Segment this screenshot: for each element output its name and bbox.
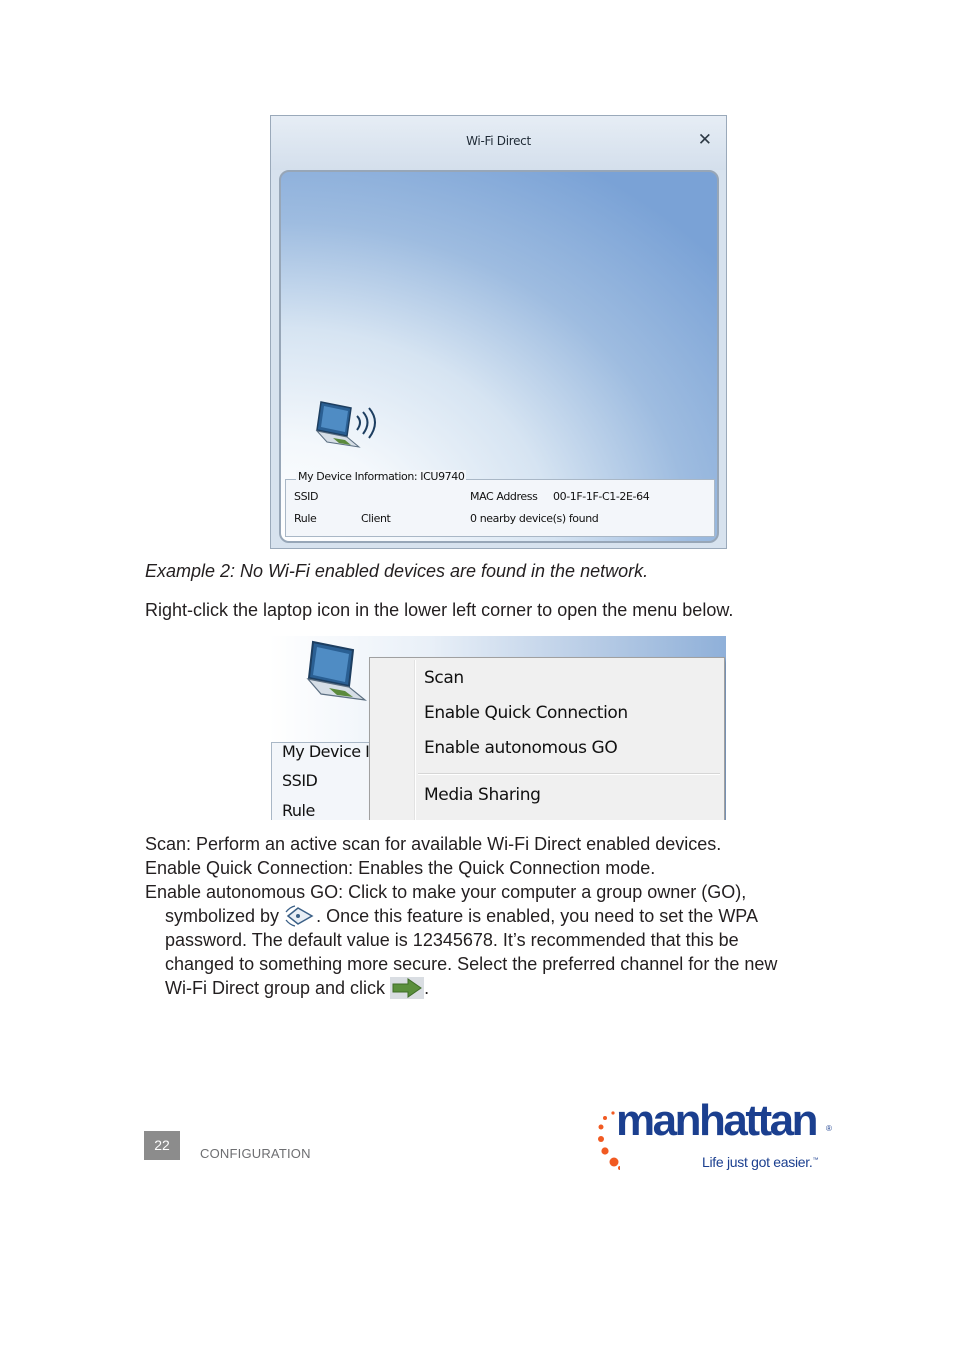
autonomous-go-line-4: changed to something more secure. Select the preferred channel for the new <box>165 954 778 974</box>
device-info-legend: My Device I <box>282 742 370 761</box>
mac-value: 00-1F-1F-C1-2E-64 <box>553 490 650 503</box>
laptop-icon[interactable] <box>313 400 383 458</box>
menu-item-media-sharing[interactable]: Media Sharing <box>424 785 541 805</box>
menu-item-scan[interactable]: Scan <box>424 668 464 688</box>
logo-wordmark: manhattan <box>616 1096 816 1145</box>
menu-separator <box>418 773 720 775</box>
device-info-legend: My Device Information: ICU9740 <box>298 470 465 483</box>
nearby-count: 0 nearby device(s) found <box>470 512 599 525</box>
wifi-direct-window <box>270 115 727 549</box>
window-title: Wi-Fi Direct <box>466 134 531 148</box>
manhattan-logo <box>596 1096 836 1178</box>
tagline-text: Life just got easier. <box>702 1154 813 1170</box>
next-arrow-icon <box>390 977 424 999</box>
mac-label: MAC Address <box>470 490 538 503</box>
section-label: CONFIGURATION <box>200 1146 311 1161</box>
logo-tagline <box>702 1154 818 1170</box>
device-info-group <box>285 470 715 537</box>
group-owner-icon <box>284 904 316 928</box>
quick-connection-description: Enable Quick Connection: Enables the Quick Connection mode. <box>145 858 656 878</box>
instruction-text: Right-click the laptop icon in the lower left corner to open the menu below. <box>145 600 734 620</box>
device-pane <box>279 170 719 543</box>
close-icon[interactable]: ✕ <box>697 130 712 150</box>
rule-label: Rule <box>282 801 315 820</box>
context-menu <box>369 657 725 820</box>
menu-gutter <box>414 660 416 820</box>
rule-value: Client <box>361 512 391 525</box>
ssid-label: SSID <box>282 771 318 790</box>
laptop-icon[interactable] <box>303 638 375 712</box>
figure-caption: Example 2: No Wi-Fi enabled devices are found in the network. <box>145 561 649 581</box>
tagline-trademark: ™ <box>812 1157 819 1164</box>
next-arrow-trail: . <box>424 978 430 998</box>
autonomous-go-description: Enable autonomous GO: Click to make your computer a group owner (GO), <box>145 882 747 902</box>
page-number: 22 <box>144 1131 180 1160</box>
next-arrow-lead: Wi-Fi Direct group and click <box>165 978 386 998</box>
menu-item-enable-autonomous-go[interactable]: Enable autonomous GO <box>424 738 618 758</box>
go-symbol-lead: symbolized by <box>165 906 280 926</box>
go-symbol-trail: . Once this feature is enabled, you need to set the WPA <box>316 906 758 926</box>
scan-description: Scan: Perform an active scan for available Wi-Fi Direct enabled devices. <box>145 834 722 854</box>
window-titlebar <box>271 116 726 170</box>
autonomous-go-line-5 <box>165 976 429 1000</box>
menu-item-enable-quick-connection[interactable]: Enable Quick Connection <box>424 703 628 723</box>
autonomous-go-line-2 <box>165 904 758 928</box>
context-menu-screenshot <box>269 636 726 820</box>
autonomous-go-line-3: password. The default value is 12345678. It’s recommended that this be <box>165 930 739 950</box>
rule-label: Rule <box>294 512 317 525</box>
ssid-label: SSID <box>294 490 319 503</box>
logo-registered: ® <box>826 1124 832 1133</box>
